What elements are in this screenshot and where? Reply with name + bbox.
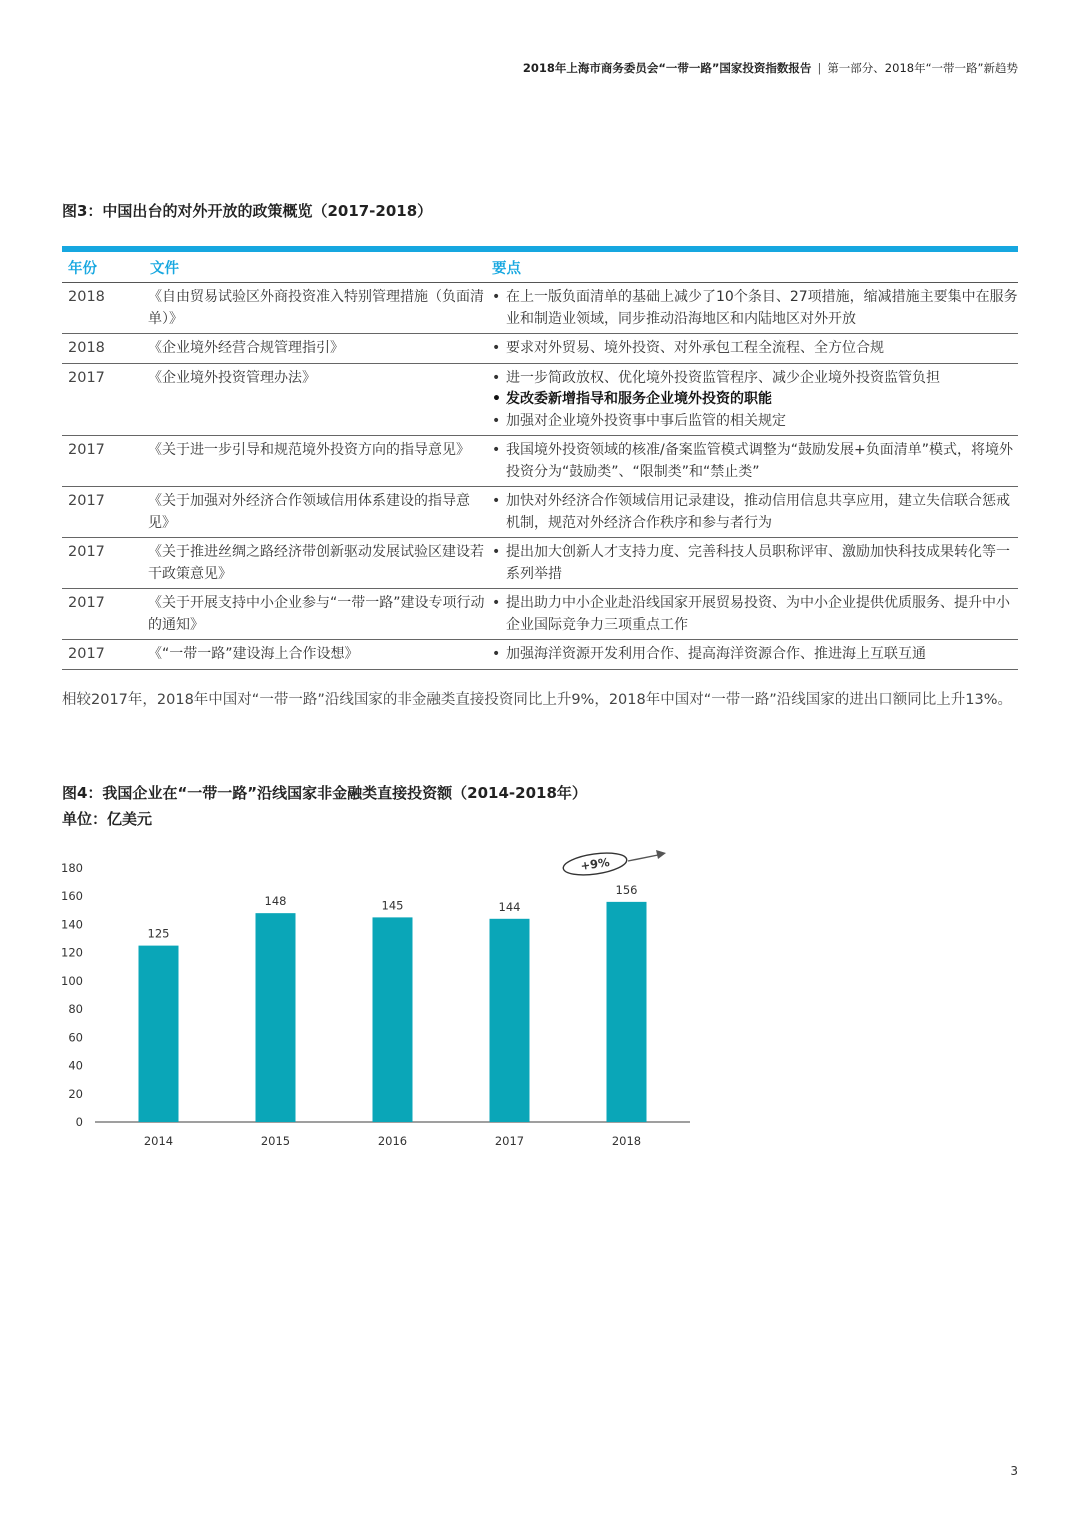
data-label: 148 — [264, 894, 287, 909]
row-year: 2017 — [62, 640, 144, 670]
table-row — [62, 436, 1018, 487]
row-points — [486, 538, 1018, 589]
column-header-year: 年份 — [62, 252, 144, 283]
policy-table — [62, 246, 1018, 670]
y-tick-label: 120 — [61, 945, 83, 960]
y-tick-label: 100 — [61, 973, 83, 988]
row-year: 2018 — [62, 283, 144, 334]
table-row — [62, 334, 1018, 364]
annotation-arrow-head — [656, 850, 666, 859]
header-separator: | — [817, 61, 822, 75]
bullet-point: • 在上一版负面清单的基础上减少了10个条目、27项措施，缩减措施主要集中在服务业和制造业领域，同步推动沿海地区和内陆地区对外开放 — [492, 287, 1018, 330]
y-tick-label: 40 — [68, 1058, 83, 1073]
bar — [256, 913, 296, 1122]
row-document: 《“一带一路”建设海上合作设想》 — [144, 640, 486, 670]
figure3-title: 图3：中国出台的对外开放的政策概览（2017-2018） — [62, 202, 433, 220]
x-tick-label: 2016 — [377, 1134, 408, 1148]
y-tick-label: 20 — [68, 1086, 83, 1101]
bullet-point: • 提出助力中小企业赴沿线国家开展贸易投资、为中小企业提供优质服务、提升中小企业国际竞争力三项重点工作 — [492, 593, 1018, 636]
data-label: 156 — [615, 882, 638, 897]
growth-annotation — [562, 850, 628, 879]
y-tick-label: 80 — [68, 1002, 83, 1017]
row-year: 2017 — [62, 487, 144, 538]
bar — [139, 946, 179, 1122]
row-year: 2017 — [62, 363, 144, 436]
table-row — [62, 538, 1018, 589]
row-document: 《关于推进丝绸之路经济带创新驱动发展试验区建设若干政策意见》 — [144, 538, 486, 589]
figure4-unit: 单位：亿美元 — [62, 810, 153, 828]
y-tick-label: 160 — [61, 889, 83, 904]
bar — [607, 902, 647, 1122]
row-points — [486, 363, 1018, 436]
bar — [373, 917, 413, 1122]
data-label: 144 — [498, 899, 521, 914]
annotation-text: +9% — [579, 855, 611, 873]
table-row — [62, 589, 1018, 640]
figure4-title: 图4：我国企业在“一带一路”沿线国家非金融类直接投资额（2014-2018年） — [62, 784, 587, 802]
bullet-point: • 发改委新增指导和服务企业境外投资的职能 — [492, 389, 1018, 411]
x-tick-label: 2014 — [143, 1134, 174, 1148]
row-points — [486, 487, 1018, 538]
y-tick-label: 140 — [61, 917, 83, 932]
row-year: 2017 — [62, 436, 144, 487]
y-tick-label: 0 — [75, 1115, 83, 1129]
summary-paragraph: 相较2017年，2018年中国对“一带一路”沿线国家的非金融类直接投资同比上升9%，2018年中国对“一带一路”沿线国家的进出口额同比上升13%。 — [62, 692, 1012, 708]
row-points — [486, 436, 1018, 487]
bullet-point: • 进一步简政放权、优化境外投资监管程序、减少企业境外投资监管负担 — [492, 368, 1018, 390]
row-points — [486, 283, 1018, 334]
table-row — [62, 363, 1018, 436]
y-tick-label: 180 — [61, 861, 83, 875]
bullet-point: • 加强海洋资源开发利用合作、提高海洋资源合作、推进海上互联互通 — [492, 644, 1018, 666]
bullet-point: • 加强对企业境外投资事中事后监管的相关规定 — [492, 411, 1018, 433]
table-row — [62, 487, 1018, 538]
x-tick-label: 2017 — [494, 1134, 525, 1148]
row-document: 《关于加强对外经济合作领域信用体系建设的指导意见》 — [144, 487, 486, 538]
annotation-arrow-line — [628, 855, 658, 861]
row-document: 《企业境外投资管理办法》 — [144, 363, 486, 436]
row-document: 《企业境外经营合规管理指引》 — [144, 334, 486, 364]
bullet-point: • 要求对外贸易、境外投资、对外承包工程全流程、全方位合规 — [492, 338, 1018, 360]
table-header-row — [62, 252, 1018, 283]
table-row — [62, 283, 1018, 334]
column-header-points: 要点 — [486, 252, 1018, 283]
column-header-document: 文件 — [144, 252, 486, 283]
row-points — [486, 640, 1018, 670]
bullet-point: • 提出加大创新人才支持力度、完善科技人员职称评审、激励加快科技成果转化等一系列举措 — [492, 542, 1018, 585]
row-points — [486, 589, 1018, 640]
data-label: 125 — [147, 926, 170, 941]
row-year: 2017 — [62, 589, 144, 640]
row-document: 《关于进一步引导和规范境外投资方向的指导意见》 — [144, 436, 486, 487]
row-points — [486, 334, 1018, 364]
investment-bar-chart — [50, 840, 710, 1155]
row-year: 2017 — [62, 538, 144, 589]
data-label: 145 — [381, 898, 404, 913]
table-row — [62, 640, 1018, 670]
bullet-point: • 我国境外投资领域的核准/备案监管模式调整为“鼓励发展+负面清单”模式，将境外投资分为“鼓励类”、“限制类”和“禁止类” — [492, 440, 1018, 483]
row-year: 2018 — [62, 334, 144, 364]
y-tick-label: 60 — [68, 1030, 83, 1045]
x-tick-label: 2018 — [611, 1134, 642, 1148]
row-document: 《自由贸易试验区外商投资准入特别管理措施（负面清单）》 — [144, 283, 486, 334]
page-number: 3 — [1010, 1464, 1018, 1478]
bar — [490, 919, 530, 1122]
bullet-point: • 加快对外经济合作领域信用记录建设，推动信用信息共享应用，建立失信联合惩戒机制，规范对外经济合作秩序和参与者行为 — [492, 491, 1018, 534]
section-title: 第一部分、2018年“一带一路”新趋势 — [827, 61, 1018, 75]
page-header — [523, 60, 1018, 76]
x-tick-label: 2015 — [260, 1134, 291, 1148]
row-document: 《关于开展支持中小企业参与“一带一路”建设专项行动的通知》 — [144, 589, 486, 640]
report-title: 2018年上海市商务委员会“一带一路”国家投资指数报告 — [522, 61, 812, 75]
